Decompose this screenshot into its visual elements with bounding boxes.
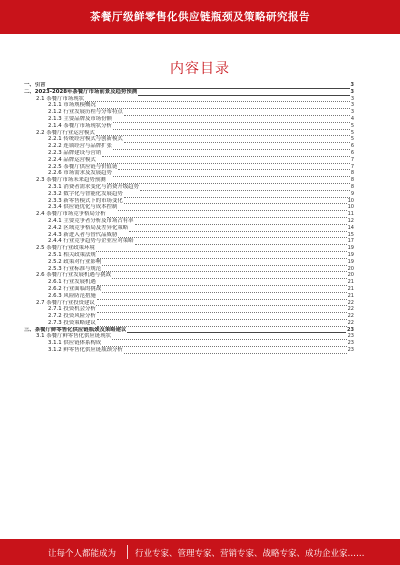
toc-leader-dots — [97, 253, 347, 259]
toc-entry[interactable] — [24, 170, 354, 177]
toc-entry[interactable] — [24, 164, 354, 171]
toc-entry-title: 2.6.2 行业面临的挑战 — [48, 285, 102, 292]
toc-entry-title: 2.3.4 供应链优化与成本控制 — [48, 204, 118, 211]
toc-entry-page: 3 — [350, 88, 354, 95]
toc-entry-page: 23 — [347, 326, 354, 333]
toc-entry-title: 2.4.2 区域竞争格局及差异化策略 — [48, 224, 129, 231]
toc-entry-title: 2.2 茶餐厅行业运营模式 — [36, 129, 95, 136]
toc-entry-page: 21 — [347, 279, 354, 286]
toc-entry[interactable] — [24, 136, 354, 143]
toc-entry[interactable] — [24, 123, 354, 130]
toc-entry-title: 2.4.4 行业竞争趋势与企业应对策略 — [48, 238, 134, 245]
toc-entry-title: 二、2023-2028年茶餐厅市场前景及趋势预测 — [24, 88, 138, 95]
toc-entry-title: 2.2.6 市场需求及发展趋势 — [48, 170, 112, 177]
toc-entry-title: 2.7.1 投资机会分析 — [48, 306, 96, 313]
toc-entry[interactable] — [24, 82, 354, 89]
toc-leader-dots — [112, 273, 347, 279]
toc-entry[interactable] — [24, 252, 354, 259]
toc-leader-dots — [97, 314, 347, 320]
toc-leader-dots — [127, 327, 346, 333]
toc-entry-title: 2.2.2 连锁经营与品牌扩张 — [48, 143, 112, 150]
toc-entry[interactable] — [24, 306, 354, 313]
toc-leader-dots — [102, 287, 346, 293]
toc-leader-dots — [102, 260, 346, 266]
toc-entry-title: 3.1.2 鲜零售化供应链瓶颈分析 — [48, 347, 123, 354]
toc-entry-page: 11 — [347, 211, 354, 218]
toc-entry-title: 2.1 茶餐厅市场现状 — [36, 95, 85, 102]
toc-entry-title: 2.5 茶餐厅行业政策环境 — [36, 245, 95, 252]
toc-leader-dots — [124, 192, 350, 198]
toc-entry-page: 12 — [347, 217, 354, 224]
toc-entry-page: 3 — [350, 95, 354, 102]
toc-leader-dots — [102, 341, 346, 347]
toc-leader-dots — [113, 144, 350, 150]
footer-banner — [0, 539, 400, 565]
toc-leader-dots — [113, 171, 350, 177]
toc-entry-title: 2.2.3 品牌建设与营销 — [48, 149, 102, 156]
toc-entry-page: 14 — [347, 224, 354, 231]
toc-leader-dots — [124, 198, 347, 204]
document-title: 茶餐厅级鲜零售化供应链瓶颈及策略研究报告 — [90, 11, 310, 23]
toc-entry-title: 一、引言 — [24, 82, 46, 88]
toc-entry-title: 2.1.2 行业发展历程与分布特点 — [48, 109, 123, 116]
toc-entry-title: 3.1 茶餐厅鲜零售化供应链现状 — [36, 333, 111, 340]
toc-entry[interactable] — [24, 116, 354, 123]
toc-leader-dots — [85, 96, 350, 102]
toc-entry-page: 19 — [347, 258, 354, 265]
toc-entry[interactable] — [24, 150, 354, 157]
toc-entry-title: 2.5.3 行业标准与规范 — [48, 265, 102, 272]
toc-leader-dots — [113, 117, 350, 123]
toc-entry[interactable] — [24, 333, 354, 340]
toc-entry-title: 2.7.3 投资策略建议 — [48, 319, 96, 326]
toc-entry-title: 2.6.3 风险防范措施 — [48, 292, 96, 299]
toc-leader-dots — [118, 164, 349, 170]
footer-tagline: 行业专家、管理专家、营销专家、战略专家、成功企业家…… — [135, 549, 365, 559]
toc-leader-dots — [107, 178, 350, 184]
toc-entry[interactable] — [24, 177, 354, 184]
toc-entry[interactable] — [24, 313, 354, 320]
toc-entry[interactable] — [24, 279, 354, 286]
toc-entry-title: 2.3 茶餐厅市场未来趋势预测 — [36, 177, 106, 184]
toc-entry-page: 20 — [347, 265, 354, 272]
toc-entry[interactable] — [24, 320, 354, 327]
toc-leader-dots — [96, 130, 350, 136]
footer-divider — [127, 545, 128, 559]
toc-entry-title: 2.1.3 主要品牌及市场份额 — [48, 115, 112, 122]
toc-entry-page: 23 — [347, 333, 354, 340]
toc-entry[interactable] — [24, 225, 354, 232]
toc-entry-page: 3 — [350, 82, 354, 88]
toc-entry-title: 2.4 茶餐厅市场竞争格局分析 — [36, 211, 106, 218]
toc-entry-page: 22 — [347, 313, 354, 320]
toc-entry-page: 5 — [350, 122, 354, 129]
toc-entry[interactable] — [24, 300, 354, 307]
toc-entry-title: 2.3.2 数字化与智能化发展趋势 — [48, 190, 123, 197]
toc-entry[interactable] — [24, 211, 354, 218]
toc-entry-page: 7 — [350, 163, 354, 170]
toc-entry-title: 2.4.3 新进入者与替代品威胁 — [48, 231, 118, 238]
toc-leader-dots — [118, 232, 346, 238]
toc-entry-title: 2.6 茶餐厅行业发展机遇与挑战 — [36, 272, 111, 279]
toc-leader-dots — [96, 300, 347, 306]
toc-entry-page: 4 — [350, 115, 354, 122]
toc-entry-title: 2.7 茶餐厅行业投资建议 — [36, 299, 95, 306]
toc-entry[interactable] — [24, 218, 354, 225]
toc-leader-dots — [107, 212, 347, 218]
toc-entry[interactable] — [24, 286, 354, 293]
toc-entry-title: 2.1.4 茶餐厅市场现状分析 — [48, 122, 112, 129]
toc-entry-page: 3 — [350, 102, 354, 109]
toc-entry-page: 8 — [350, 177, 354, 184]
toc-leader-dots — [135, 239, 347, 245]
toc-entry-page: 10 — [347, 204, 354, 211]
toc-leader-dots — [138, 90, 349, 96]
toc-leader-dots — [124, 137, 350, 143]
toc-entry[interactable] — [24, 157, 354, 164]
toc-leader-dots — [118, 205, 346, 211]
toc-entry-page: 10 — [347, 197, 354, 204]
toc-entry-page: 8 — [350, 183, 354, 190]
toc-entry-title: 2.3.1 消费者需求变化与消费升级趋势 — [48, 183, 139, 190]
toc-entry-page: 17 — [347, 238, 354, 245]
toc-entry-title: 3.1.1 供应链体系构成 — [48, 340, 102, 347]
toc-entry-page: 5 — [350, 136, 354, 143]
toc-leader-dots — [113, 124, 350, 130]
toc-leader-dots — [102, 266, 346, 272]
toc-entry-page: 6 — [350, 143, 354, 150]
toc-leader-dots — [140, 185, 350, 191]
toc-entry-title: 三、茶餐厅鲜零售化供应链瓶颈及策略建议 — [24, 326, 127, 333]
toc-entry-page: 22 — [347, 299, 354, 306]
toc-entry-page: 19 — [347, 251, 354, 258]
toc-entry-page: 6 — [350, 149, 354, 156]
toc-entry-page: 22 — [347, 306, 354, 313]
toc-entry[interactable] — [24, 109, 354, 116]
toc-leader-dots — [97, 158, 350, 164]
toc-entry[interactable] — [24, 232, 354, 239]
toc-leader-dots — [112, 334, 347, 340]
toc-entry-page: 22 — [347, 319, 354, 326]
toc-entry-title: 2.2.5 茶餐厅供应链与价值链 — [48, 163, 118, 170]
toc-entry-page: 23 — [347, 347, 354, 354]
toc-entry[interactable] — [24, 191, 354, 198]
toc-leader-dots — [97, 103, 350, 109]
toc-leader-dots — [97, 294, 347, 300]
toc-entry[interactable] — [24, 245, 354, 252]
toc-entry[interactable] — [24, 96, 354, 103]
toc-entry-page: 21 — [347, 292, 354, 299]
toc-entry-title: 2.6.1 行业发展机遇 — [48, 279, 96, 286]
toc-leader-dots — [97, 280, 347, 286]
toc-entry[interactable] — [24, 238, 354, 245]
toc-entry[interactable] — [24, 293, 354, 300]
toc-entry-page: 21 — [347, 285, 354, 292]
toc-entry-page: 15 — [347, 231, 354, 238]
toc-entry-page: 8 — [350, 170, 354, 177]
toc-entry-title: 2.5.2 政策对行业影响 — [48, 258, 102, 265]
toc-entry[interactable] — [24, 347, 354, 354]
toc-entry[interactable] — [24, 204, 354, 211]
toc-leader-dots — [124, 348, 347, 354]
toc-entry[interactable] — [24, 272, 354, 279]
toc-entry[interactable] — [24, 340, 354, 347]
header-banner — [0, 0, 400, 34]
toc-leader-dots — [129, 226, 347, 232]
toc-entry[interactable] — [24, 143, 354, 150]
toc-leader-dots — [102, 151, 350, 157]
toc-entry-page: 23 — [347, 340, 354, 347]
toc-entry-title: 2.2.1 传统经营模式与创新模式 — [48, 136, 123, 143]
toc-entry-page: 9 — [350, 190, 354, 197]
toc-entry[interactable] — [24, 130, 354, 137]
toc-entry-title: 2.5.1 相关政策法规 — [48, 251, 96, 258]
toc-entry-page: 5 — [350, 129, 354, 136]
toc-entry[interactable] — [24, 184, 354, 191]
toc-entry-title: 2.3.3 新零售模式下的市场变化 — [48, 197, 123, 204]
toc-leader-dots — [97, 321, 347, 327]
toc-entry[interactable] — [24, 259, 354, 266]
toc-entry-title: 2.7.2 投资风险分析 — [48, 313, 96, 320]
toc-leader-dots — [96, 246, 347, 252]
table-of-contents — [24, 82, 354, 354]
toc-entry-page: 3 — [350, 109, 354, 116]
toc-entry[interactable] — [24, 198, 354, 205]
toc-entry[interactable] — [24, 327, 354, 334]
toc-entry-page: 19 — [347, 245, 354, 252]
toc-heading: 内容目录 — [170, 61, 230, 77]
toc-entry-title: 2.2.4 品牌运营模式 — [48, 156, 96, 163]
toc-entry[interactable] — [24, 89, 354, 96]
toc-entry-title: 2.4.1 主要竞争者分析及市场占有率 — [48, 217, 134, 224]
toc-leader-dots — [124, 110, 350, 116]
footer-slogan: 让每个人都能成为 — [48, 549, 117, 559]
toc-leader-dots — [135, 219, 347, 225]
toc-entry-page: 20 — [347, 272, 354, 279]
toc-entry-title: 2.1.1 市场规模概况 — [48, 102, 96, 109]
toc-leader-dots — [97, 307, 347, 313]
toc-entry[interactable] — [24, 266, 354, 273]
toc-entry[interactable] — [24, 102, 354, 109]
toc-entry-page: 7 — [350, 156, 354, 163]
